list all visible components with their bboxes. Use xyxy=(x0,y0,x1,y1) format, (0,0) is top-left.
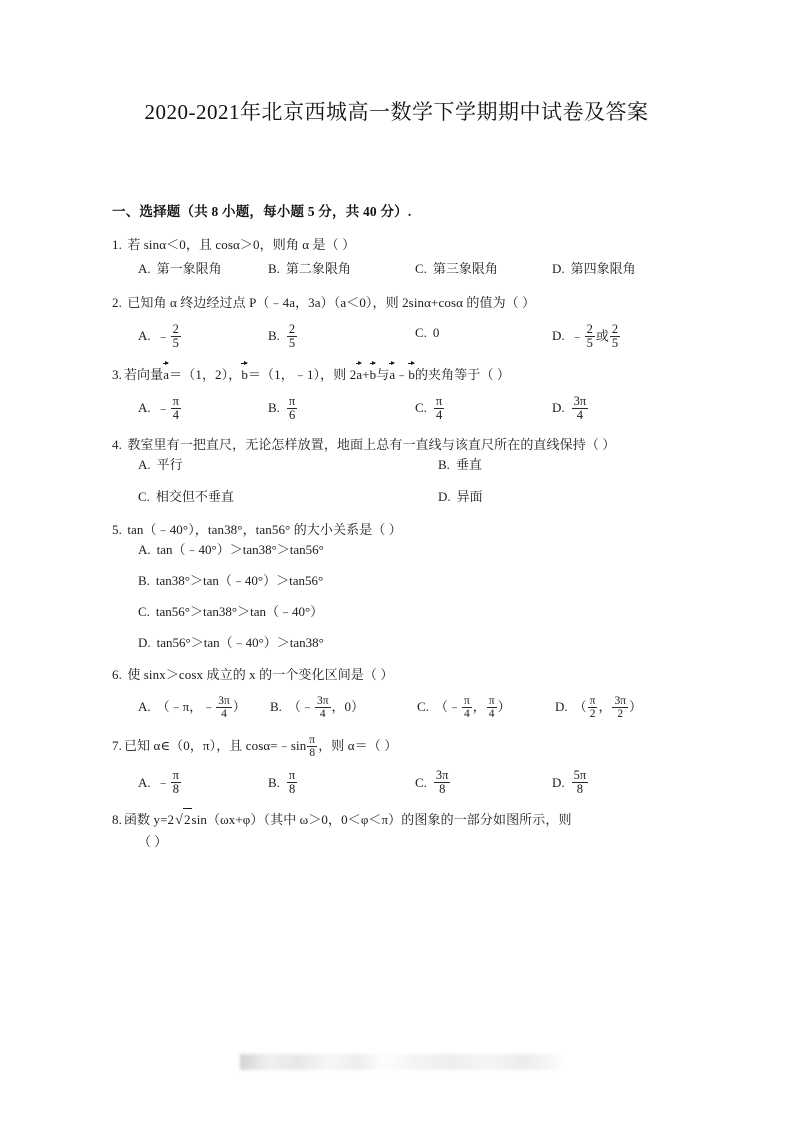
question-3-number: 3. xyxy=(112,367,122,382)
option-label: C. xyxy=(415,325,427,340)
stem-part: ＝（1，﹣1），则 2 xyxy=(247,367,357,382)
interval-close: ，0） xyxy=(331,699,365,715)
option-label: C. xyxy=(415,400,427,416)
option-label: B. xyxy=(268,261,280,276)
stem-part: 函数 y=2 xyxy=(123,812,175,828)
option-text: tan38°＞tan（﹣40°）＞tan56° xyxy=(155,573,324,588)
question-2-option-b[interactable] xyxy=(268,323,298,350)
option-label: B. xyxy=(268,328,280,344)
question-6 xyxy=(112,664,690,725)
question-6-option-d[interactable] xyxy=(555,695,642,720)
fraction: $\frac{2}{5}$ xyxy=(586,322,593,351)
option-label: D. xyxy=(552,328,565,344)
option-label: B. xyxy=(268,774,280,790)
vector-a: a xyxy=(389,362,395,385)
question-7-option-b[interactable] xyxy=(268,769,298,796)
option-label: A. xyxy=(138,542,151,557)
question-5-options xyxy=(112,540,690,653)
option-label: D. xyxy=(552,400,565,416)
option-label: C. xyxy=(415,261,427,276)
question-7-option-a[interactable] xyxy=(138,769,182,796)
option-label: D. xyxy=(138,635,151,650)
interval-close: ） xyxy=(629,699,643,715)
option-sign: ﹣ xyxy=(156,774,170,790)
question-4-option-d[interactable] xyxy=(438,487,483,507)
stem-part: ﹣ xyxy=(395,367,409,382)
question-2-stem xyxy=(112,292,690,313)
fraction: $\frac{3\pi}{4}$ xyxy=(573,394,587,423)
option-label: A. xyxy=(138,261,151,276)
option-label: D. xyxy=(438,489,451,504)
question-2-number: 2. xyxy=(112,295,122,310)
stem-part: 已知 α∈（0，π），且 cosα=﹣sin xyxy=(123,738,307,754)
question-1-text: 若 sinα＜0，且 cosα＞0，则角 α 是（ ） xyxy=(127,237,356,252)
option-label: B. xyxy=(270,699,282,715)
question-2-text: 已知角 α 终边经过点 P（﹣4a，3a）（a＜0），则 2sinα+cosα 的值为（ ） xyxy=(127,295,536,310)
option-label: D. xyxy=(552,261,565,276)
radical-sign: √ xyxy=(175,813,183,829)
square-root-icon xyxy=(174,808,191,831)
question-6-number: 6. xyxy=(112,667,122,682)
fraction: $\frac{\pi}{4}$ xyxy=(435,394,443,423)
option-conjunction: 或 xyxy=(595,328,609,344)
question-8-number: 8. xyxy=(112,812,122,828)
fraction: $\frac{5\pi}{8}$ xyxy=(573,768,587,797)
option-text: 垂直 xyxy=(455,457,482,472)
option-label: C. xyxy=(415,774,427,790)
question-7-number: 7. xyxy=(112,738,122,754)
fraction: $\frac{\pi}{8}$ xyxy=(288,768,296,797)
option-label: D. xyxy=(552,774,565,790)
question-5 xyxy=(112,519,690,653)
fraction: $\frac{\pi}{8}$ xyxy=(309,734,316,760)
vector-b: b xyxy=(370,362,377,385)
option-text: 第三象限角 xyxy=(432,261,498,276)
option-value: 0 xyxy=(432,325,440,340)
option-sign: ﹣ xyxy=(570,328,584,344)
interval-open: （﹣ xyxy=(434,699,461,715)
question-2 xyxy=(112,292,690,353)
question-7-options xyxy=(112,761,690,799)
option-text: 第二象限角 xyxy=(285,261,351,276)
question-4 xyxy=(112,434,690,507)
interval-sep: ， xyxy=(598,699,612,715)
question-3-option-d[interactable] xyxy=(552,395,589,422)
option-text: 异面 xyxy=(456,489,483,504)
interval-open: （﹣ xyxy=(287,699,314,715)
question-2-options xyxy=(112,315,690,353)
option-sign: ﹣ xyxy=(156,328,170,344)
fraction: $\frac{\pi}{8}$ xyxy=(172,768,179,797)
option-row xyxy=(138,455,690,475)
stem-part: ，则 α＝（ ） xyxy=(318,738,398,754)
question-7 xyxy=(112,734,690,799)
fraction: $\frac{\pi}{4}$ xyxy=(172,394,179,423)
fraction: $\frac{3\pi}{2}$ xyxy=(614,695,627,721)
interval-close: ） xyxy=(232,699,246,715)
question-1-option-a[interactable] xyxy=(138,259,222,279)
fraction: $\frac{\pi}{4}$ xyxy=(463,695,470,721)
question-3-option-a[interactable] xyxy=(138,395,182,422)
question-1-options xyxy=(112,257,690,283)
question-7-stem xyxy=(112,734,690,759)
question-2-option-a[interactable] xyxy=(138,323,182,350)
question-3-option-b[interactable] xyxy=(268,395,298,422)
option-label: C. xyxy=(138,489,150,504)
question-5-option-a[interactable] xyxy=(112,540,690,560)
stem-part: sin（ωx+φ）（其中 ω＞0，0＜φ＜π）的图象的一部分如图所示，则 xyxy=(191,812,572,828)
question-8-answer-blank: （ ） xyxy=(138,834,168,850)
option-label: A. xyxy=(138,457,151,472)
interval-close: ） xyxy=(497,699,511,715)
option-text: 第一象限角 xyxy=(156,261,222,276)
question-1-option-c[interactable] xyxy=(415,259,498,279)
fraction: $\frac{2}{5}$ xyxy=(288,322,296,351)
question-6-option-b[interactable] xyxy=(270,695,364,720)
radicand: 2 xyxy=(183,808,192,830)
stem-part: 的夹角等于（ ） xyxy=(414,367,510,382)
fraction: $\frac{3\pi}{8}$ xyxy=(435,768,449,797)
question-1-stem xyxy=(112,234,690,255)
option-label: C. xyxy=(417,699,429,715)
question-5-option-b[interactable] xyxy=(112,571,690,591)
option-text: tan56°＞tan（﹣40°）＞tan38° xyxy=(156,635,324,650)
question-2-option-c[interactable] xyxy=(415,323,439,343)
stem-part: 若向量 xyxy=(123,367,164,382)
question-3-stem xyxy=(112,362,690,385)
fraction: $\frac{3\pi}{4}$ xyxy=(316,695,329,721)
stem-part: ＝（1，2）， xyxy=(169,367,242,382)
option-label: B. xyxy=(438,457,450,472)
fraction: $\frac{3\pi}{4}$ xyxy=(218,695,230,721)
question-7-option-c[interactable] xyxy=(415,769,451,796)
option-text: tan（﹣40°）＞tan38°＞tan56° xyxy=(156,542,324,557)
question-3-options xyxy=(112,387,690,425)
option-label: A. xyxy=(138,774,151,790)
question-8 xyxy=(112,808,690,853)
question-3 xyxy=(112,362,690,425)
question-4-stem xyxy=(112,434,690,455)
question-7-option-d[interactable] xyxy=(552,769,589,796)
fraction: $\frac{2}{5}$ xyxy=(172,322,179,351)
option-label: B. xyxy=(268,400,280,416)
question-1-option-d[interactable] xyxy=(552,259,636,279)
question-5-text: tan（﹣40°），tan38°，tan56° 的大小关系是（ ） xyxy=(127,522,402,537)
fraction: $\frac{\pi}{2}$ xyxy=(589,695,596,721)
stem-part: + xyxy=(362,367,370,382)
option-text: 第四象限角 xyxy=(570,261,636,276)
question-4-number: 4. xyxy=(112,437,122,452)
section-heading: 一、选择题（共 8 小题，每小题 5 分，共 40 分）. xyxy=(112,204,412,219)
question-8-stem xyxy=(112,808,690,831)
option-label: A. xyxy=(138,699,151,715)
question-1-option-b[interactable] xyxy=(268,259,351,279)
question-6-options xyxy=(112,687,690,725)
question-6-option-c[interactable] xyxy=(417,695,511,720)
option-text: tan56°＞tan38°＞tan（﹣40°） xyxy=(155,604,324,619)
question-5-number: 5. xyxy=(112,522,122,537)
option-text: 相交但不垂直 xyxy=(155,489,234,504)
option-label: B. xyxy=(138,573,150,588)
option-label: A. xyxy=(138,400,151,416)
vector-a: a xyxy=(356,362,362,385)
question-1-number: 1. xyxy=(112,237,122,252)
stem-part: 与 xyxy=(376,367,390,382)
option-label: D. xyxy=(555,699,568,715)
question-6-text: 使 sinx＞cosx 成立的 x 的一个变化区间是（ ） xyxy=(127,667,394,682)
fraction: $\frac{\pi}{6}$ xyxy=(288,394,296,423)
question-4-option-b[interactable] xyxy=(438,455,482,475)
fraction: $\frac{2}{5}$ xyxy=(611,322,619,351)
interval-sep: ， xyxy=(472,699,486,715)
vector-b: b xyxy=(408,362,415,385)
fraction: $\frac{\pi}{4}$ xyxy=(488,695,495,721)
vector-a: a xyxy=(163,362,169,385)
question-6-option-a[interactable] xyxy=(138,695,246,720)
question-5-stem xyxy=(112,519,690,540)
question-4-text: 教室里有一把直尺，无论怎样放置，地面上总有一直线与该直尺所在的直线保持（ ） xyxy=(127,437,616,452)
question-4-options xyxy=(112,455,690,507)
watermark xyxy=(240,1054,560,1070)
question-5-option-d[interactable] xyxy=(112,633,690,653)
question-4-option-c[interactable] xyxy=(138,487,234,507)
option-row xyxy=(138,487,690,507)
question-1 xyxy=(112,234,690,283)
exam-content xyxy=(112,200,690,862)
question-6-stem xyxy=(112,664,690,685)
question-4-option-a[interactable] xyxy=(138,455,183,475)
page-title: 2020-2021年北京西城高一数学下学期期中试卷及答案 xyxy=(144,100,649,124)
option-label: A. xyxy=(138,328,151,344)
interval-open: （﹣π，﹣ xyxy=(156,699,216,715)
option-text: 平行 xyxy=(156,457,183,472)
option-label: C. xyxy=(138,604,150,619)
question-5-option-c[interactable] xyxy=(112,602,690,622)
question-3-option-c[interactable] xyxy=(415,395,445,422)
vector-b: b xyxy=(241,362,248,385)
question-2-option-d[interactable] xyxy=(552,323,621,350)
interval-open: （ xyxy=(573,699,587,715)
option-sign: ﹣ xyxy=(156,400,170,416)
